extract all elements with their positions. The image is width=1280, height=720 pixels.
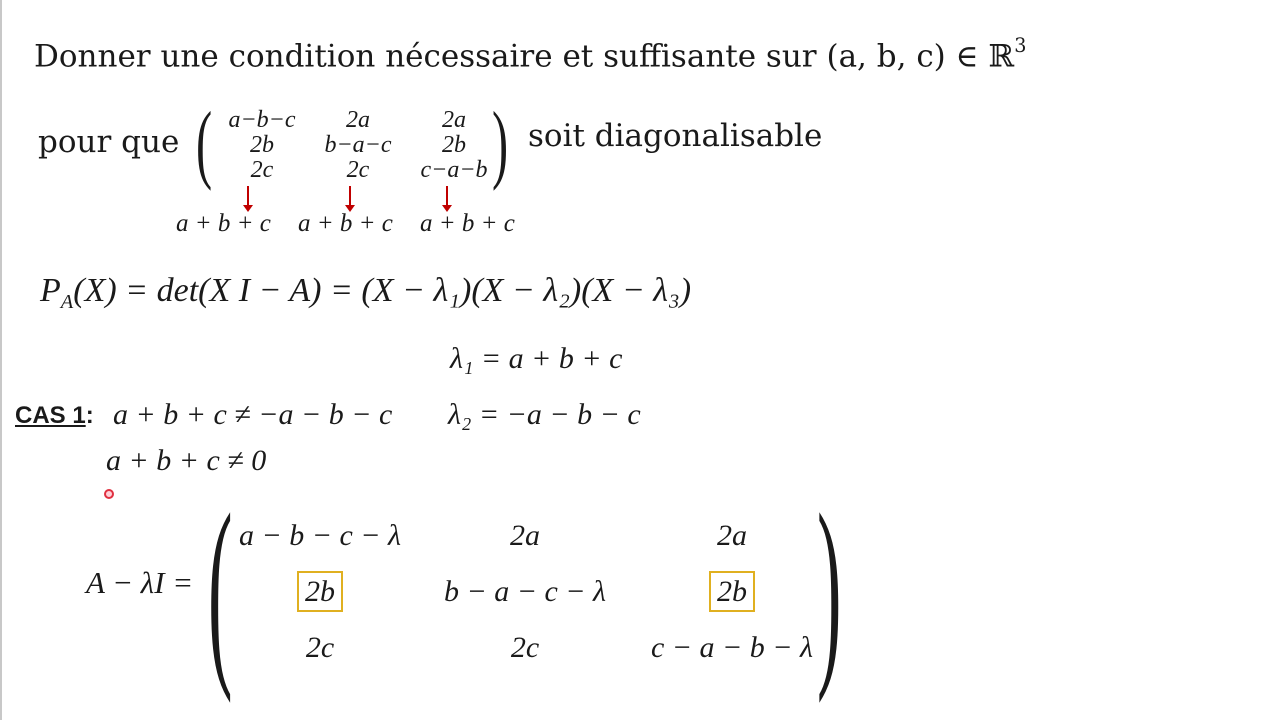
small-cell-3-2: 2c: [346, 157, 370, 183]
small-matrix-table: [214, 108, 502, 183]
big-cell-1-3: 2a: [717, 519, 747, 552]
pointer-dot: [104, 489, 114, 499]
characteristic-polynomial: [40, 272, 691, 314]
big-matrix-lhs: A − λI =: [86, 565, 194, 600]
case1-condition1: a + b + c ≠ −a − b − c: [113, 398, 393, 431]
column-sum-1: a + b + c: [176, 210, 271, 237]
polynomial-expression: (X) = det(X I − A) = (X − λ₁)(X − λ₂)(X − λ₃): [73, 272, 692, 309]
small-matrix-left-paren: (: [196, 95, 213, 192]
arrow-down-col3: [446, 186, 448, 206]
small-cell-2-2: b−a−c: [324, 132, 392, 158]
case1-colon: :: [85, 402, 94, 429]
case1-heading: [15, 402, 94, 430]
lambda2-equation: λ₂ = −a − b − c: [448, 398, 641, 431]
small-cell-1-1: a−b−c: [228, 107, 296, 133]
case1-label: CAS 1: [15, 402, 86, 429]
small-cell-1-3: 2a: [442, 107, 466, 133]
small-cell-1-2: 2a: [346, 107, 370, 133]
page-border: [0, 0, 2, 720]
small-matrix-right-paren: ): [492, 95, 509, 192]
big-cell-2-1: [222, 564, 418, 620]
big-matrix-right-paren: ): [817, 472, 842, 704]
big-cell-2-2: b − a − c − λ: [443, 575, 607, 608]
case1-condition2: a + b + c ≠ 0: [106, 444, 267, 477]
column-sum-2: a + b + c: [298, 210, 393, 237]
statement-text: Donner une condition nécessaire et suffisante sur (a, b, c) ∈ ℝ: [34, 38, 1015, 75]
small-cell-2-1: 2b: [250, 132, 274, 158]
arrow-down-col1: [247, 186, 249, 206]
lambda1-equation: λ₁ = a + b + c: [450, 342, 623, 375]
highlighted-2b-right: 2b: [709, 571, 755, 612]
problem-statement-line1: [34, 34, 1026, 74]
small-cell-2-3: 2b: [442, 132, 466, 158]
pour-que-text: pour que: [38, 124, 180, 160]
column-sum-3: a + b + c: [420, 210, 515, 237]
big-cell-1-1: a − b − c − λ: [238, 519, 402, 552]
big-cell-3-2: 2c: [510, 631, 540, 664]
highlighted-2b-left: 2b: [297, 571, 343, 612]
big-matrix: [222, 508, 832, 676]
big-cell-2-3: [632, 564, 832, 620]
polynomial-subscript: A: [60, 291, 74, 314]
big-cell-3-1: 2c: [305, 631, 335, 664]
statement-exponent: 3: [1014, 34, 1027, 57]
arrow-down-col2: [349, 186, 351, 206]
big-matrix-left-paren: (: [208, 472, 233, 704]
small-cell-3-1: 2c: [250, 157, 274, 183]
small-matrix: [214, 108, 502, 183]
big-matrix-table: [222, 508, 832, 676]
soit-diagonalisable-text: soit diagonalisable: [528, 118, 823, 154]
polynomial-p: P: [40, 272, 61, 309]
big-cell-1-2: 2a: [510, 519, 540, 552]
big-cell-3-3: c − a − b − λ: [650, 631, 814, 664]
small-cell-3-3: c−a−b: [420, 157, 488, 183]
